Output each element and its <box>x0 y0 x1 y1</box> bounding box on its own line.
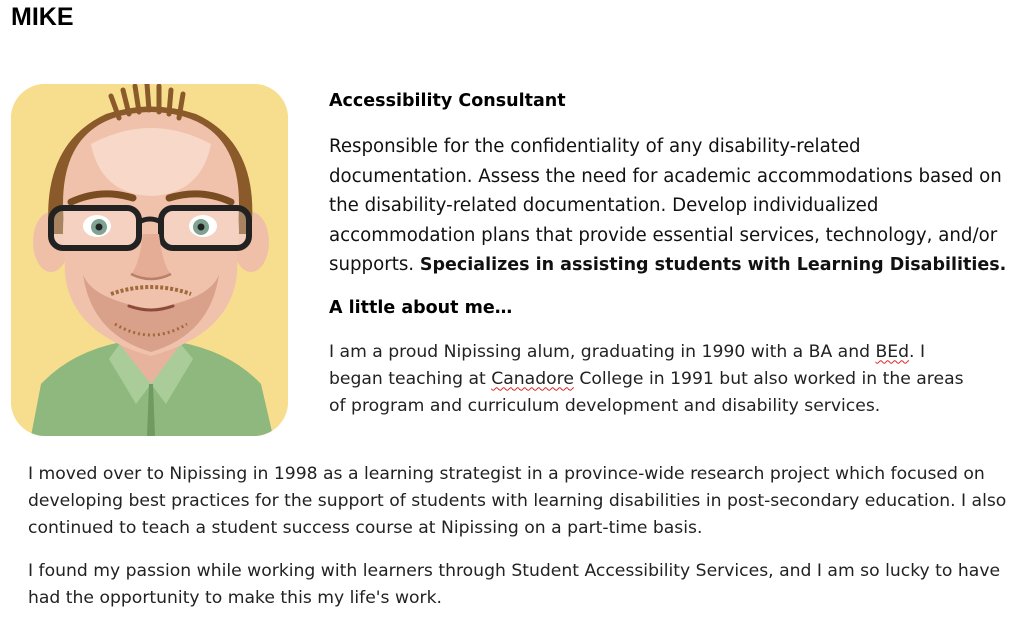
about-heading: A little about me… <box>329 297 513 318</box>
about-p1-part1: I am a proud Nipissing alum, graduating in 1990 with a BA and <box>329 341 876 362</box>
job-title: Accessibility Consultant <box>329 91 566 111</box>
spelling-flag-bed: BEd <box>875 341 910 362</box>
spelling-flag-canadore: Canadore <box>491 368 574 389</box>
cartoon-avatar-icon <box>11 84 288 436</box>
about-paragraph-1 <box>329 339 969 420</box>
avatar <box>11 84 288 436</box>
about-paragraph-3: I found my passion while working with learners through Student Accessibility Services, and I am so lucky to have had the opportunity to make this my life's work. <box>28 561 1001 608</box>
profile-details <box>329 88 1009 420</box>
about-p1-part3: College in 1991 but also worked in the areas of program and curriculum development and disability services. <box>329 368 964 416</box>
job-description <box>329 132 1009 281</box>
job-specialty: Specializes in assisting students with Learning Disabilities. <box>419 255 1007 275</box>
staff-name-heading: MIKE <box>11 3 74 31</box>
about-paragraph-2: I moved over to Nipissing in 1998 as a learning strategist in a province-wide research project which focused on developing best practices for the support of students with learning disabilities in post-secondary education. I also continued to teach a student success course at Nipissing on a part-time basis. <box>28 464 1007 538</box>
job-description-text: Responsible for the confidentiality of any disability-related documentation. Assess the need for academic accommodations based on the disability-related documentation. Develop individualized accommodation plans that provide essential services, technology, and/or supports. <box>329 136 1002 275</box>
about-p1-part2: . I began teaching at <box>329 341 926 389</box>
